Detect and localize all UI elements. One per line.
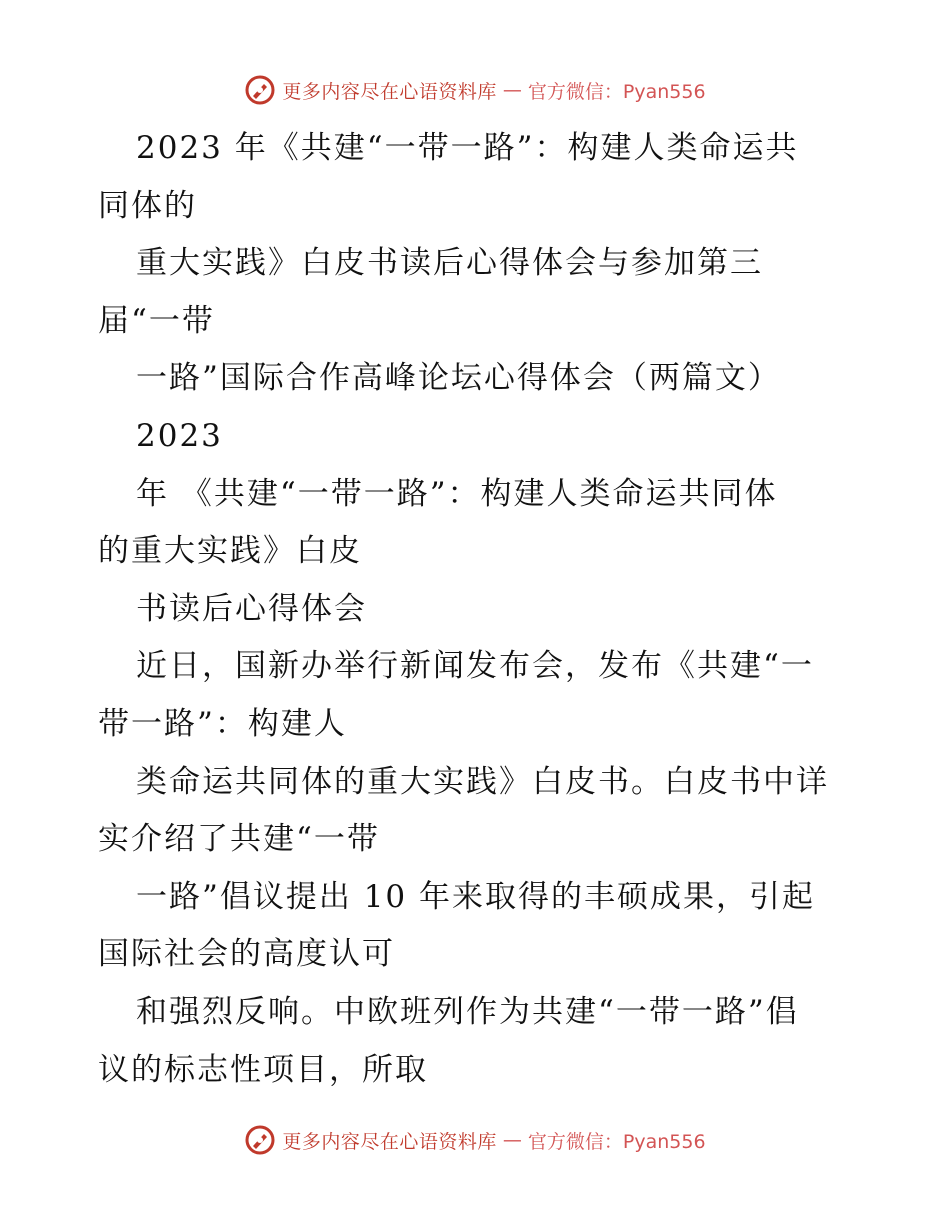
document-body (98, 120, 858, 1099)
watermark-contact-text: 官方微信：Pyan556 (527, 1130, 706, 1153)
text-line: 的重大实践》白皮 (98, 533, 362, 570)
text-line: 国际社会的高度认可 (98, 936, 395, 973)
text-line: 同体的 (98, 187, 197, 224)
text-line: 带一路”：构建人 (98, 705, 347, 742)
pen-seal-icon (244, 74, 276, 106)
text-line: 和强烈反响。中欧班列作为共建“一带一路”倡 (136, 993, 799, 1030)
text-line: 年 《共建“一带一路”：构建人类命运共同体 (136, 475, 778, 512)
watermark-separator: — (502, 1129, 522, 1151)
watermark-contact-text: 官方微信：Pyan556 (527, 80, 706, 103)
text-line: 重大实践》白皮书读后心得体会与参加第三 (136, 245, 763, 282)
header-watermark (0, 70, 950, 110)
watermark-main-text: 更多内容尽在心语资料库 (282, 80, 497, 103)
footer-watermark (0, 1120, 950, 1160)
text-line: 一路”倡议提出 10 年来取得的丰硕成果，引起 (136, 878, 816, 915)
text-line: 届“一带 (98, 302, 215, 339)
text-line: 2023 (136, 417, 223, 454)
text-line: 近日，国新办举行新闻发布会，发布《共建“一 (136, 648, 814, 685)
text-line: 实介绍了共建“一带 (98, 821, 380, 858)
text-line: 议的标志性项目，所取 (98, 1051, 428, 1088)
text-line: 一路”国际合作高峰论坛心得体会（两篇文） (136, 360, 781, 397)
watermark-main-text: 更多内容尽在心语资料库 (282, 1130, 497, 1153)
text-line: 书读后心得体会 (136, 590, 367, 627)
text-line: 类命运共同体的重大实践》白皮书。白皮书中详 (136, 763, 829, 800)
pen-seal-icon (244, 1124, 276, 1156)
watermark-separator: — (502, 79, 522, 101)
text-line: 2023 年《共建“一带一路”：构建人类命运共 (136, 130, 799, 166)
